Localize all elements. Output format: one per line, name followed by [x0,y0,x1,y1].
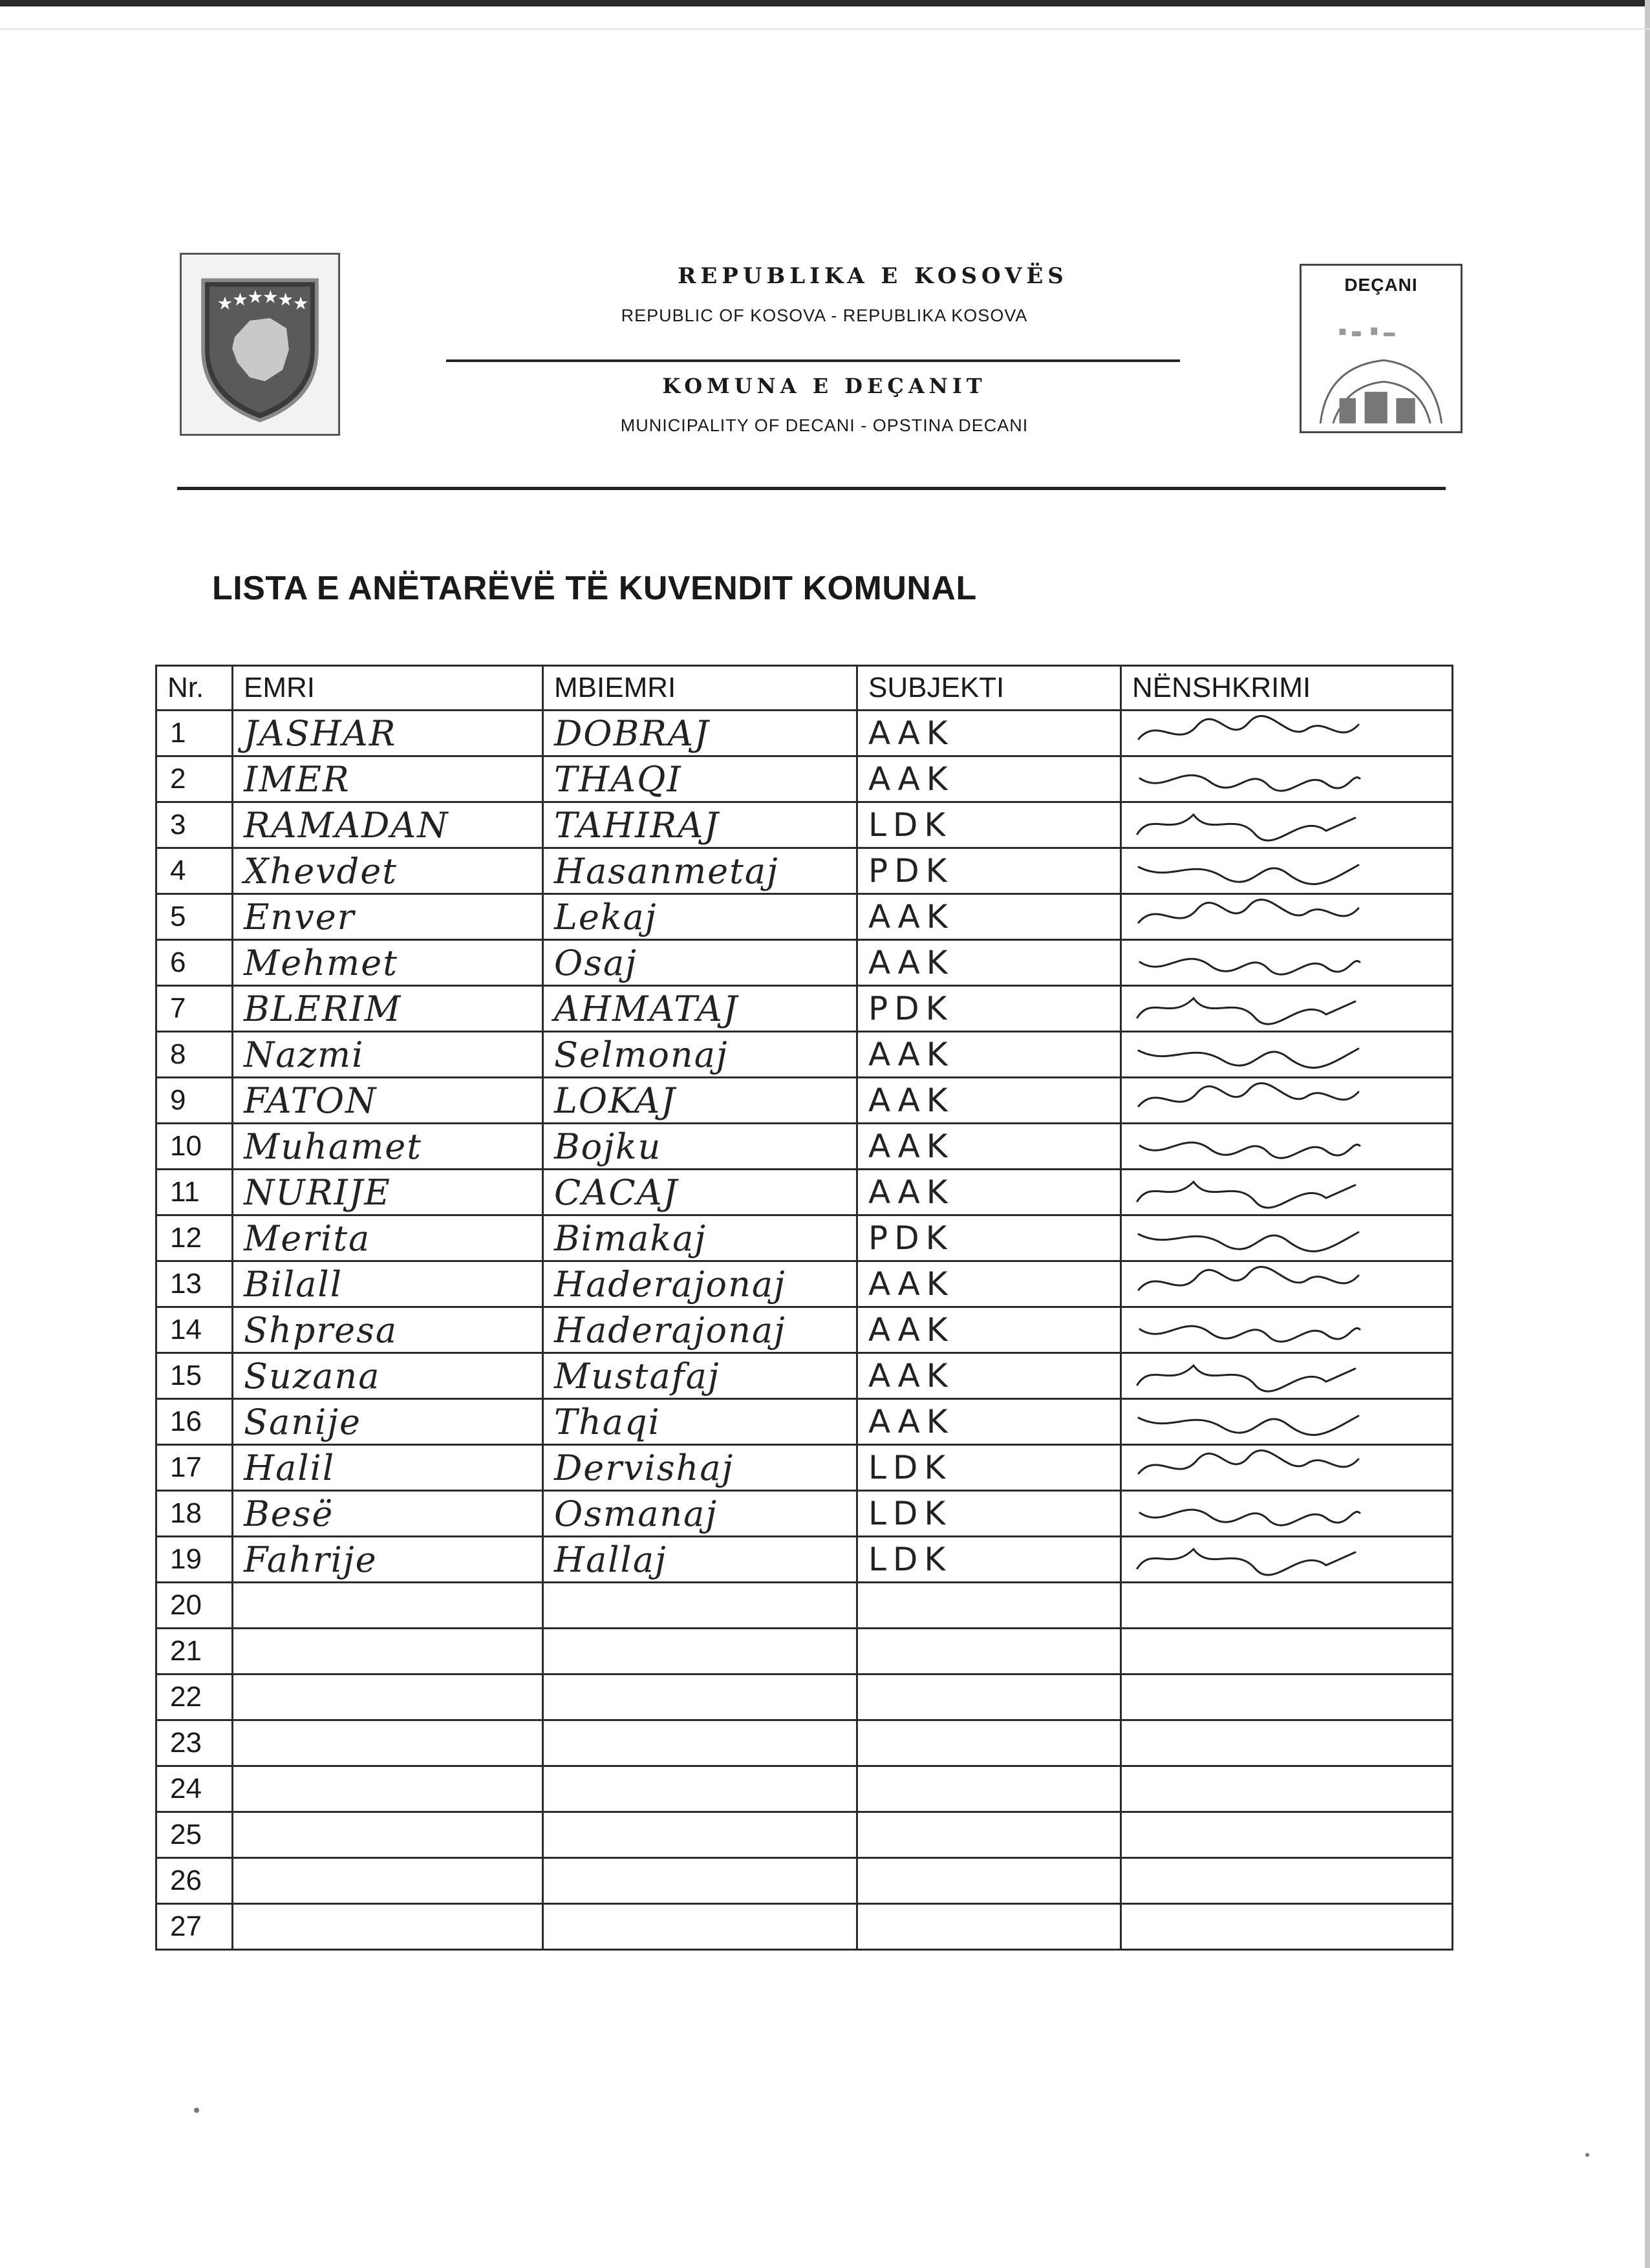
last-name-cell-text: Haderajonaj [554,1309,786,1351]
last-name-cell [543,711,857,756]
stamp-label: DEÇANI [1344,275,1418,295]
table-header-row [156,666,1453,711]
party-cell [857,1629,1121,1674]
decani-seal-icon [1302,302,1461,431]
first-name-cell [233,1766,543,1812]
row-number: 9 [156,1078,233,1124]
last-name-cell [543,894,857,940]
members-table [155,665,1453,1951]
row-number: 18 [156,1491,233,1537]
table-row [156,1674,1453,1720]
signature-cell [1121,1537,1453,1583]
first-name-cell-text: Sanije [244,1401,361,1442]
last-name-cell-text: THAQI [554,758,682,800]
last-name-cell-text: Hallaj [554,1539,667,1580]
table-row [156,1170,1453,1215]
table-row [156,711,1453,756]
last-name-cell [543,1812,857,1858]
scan-speck [1585,2153,1589,2157]
signature-icon [1132,1310,1365,1350]
first-name-cell-text: Enver [244,896,356,937]
svg-text:★: ★ [217,293,233,314]
table-row [156,894,1453,940]
signature-cell [1121,1307,1453,1353]
row-number: 14 [156,1307,233,1353]
first-name-cell [233,940,543,986]
signature-cell [1121,986,1453,1032]
first-name-cell [233,986,543,1032]
first-name-cell-text: Besë [244,1493,334,1534]
party-cell [857,1215,1121,1261]
last-name-cell [543,1858,857,1904]
first-name-cell [233,1491,543,1537]
row-number: 19 [156,1537,233,1583]
party-cell [857,1491,1121,1537]
signature-icon [1132,1539,1365,1579]
signature-icon [1132,1172,1365,1212]
row-number: 20 [156,1583,233,1629]
row-number: 13 [156,1261,233,1307]
last-name-cell [543,1537,857,1583]
signature-icon [1132,1034,1365,1075]
first-name-cell [233,1445,543,1491]
last-name-cell-text: Haderajonaj [554,1263,786,1305]
signature-icon [1132,989,1365,1029]
party-cell [857,940,1121,986]
svg-text:★: ★ [232,289,248,310]
last-name-cell [543,1904,857,1950]
last-name-cell [543,986,857,1032]
party-cell-text: AAK [868,1403,954,1440]
signature-cell [1121,1445,1453,1491]
municipality-seal [1300,264,1462,433]
party-cell [857,802,1121,848]
coat-of-arms-icon [180,253,340,436]
col-header-nr: Nr. [156,666,233,711]
last-name-cell-text: CACAJ [554,1171,679,1213]
party-cell [857,1766,1121,1812]
first-name-cell-text: Fahrije [244,1539,378,1580]
signature-cell [1121,1124,1453,1170]
municipality-subtitle: MUNICIPALITY OF DECANI - OPSTINA DECANI [620,416,1029,435]
last-name-cell-text: AHMATAJ [554,988,739,1029]
row-number: 22 [156,1674,233,1720]
first-name-cell-text: Suzana [244,1355,381,1396]
last-name-cell [543,756,857,802]
last-name-cell-text: DOBRAJ [554,712,710,754]
first-name-cell [233,1674,543,1720]
table-row [156,1399,1453,1445]
last-name-cell [543,1720,857,1766]
signature-icon [1132,759,1365,799]
svg-text:★: ★ [292,293,309,314]
party-cell-text: AAK [868,898,954,936]
signature-cell [1121,848,1453,894]
last-name-cell [543,1124,857,1170]
party-cell [857,986,1121,1032]
last-name-cell-text: Osaj [554,942,638,983]
document-title: LISTA E ANËTARËVË TË KUVENDIT KOMUNAL [212,570,977,607]
party-cell [857,1261,1121,1307]
col-header-emri: EMRI [233,666,543,711]
table-row [156,1307,1453,1353]
first-name-cell [233,1353,543,1399]
party-cell-text: PDK [868,1219,954,1257]
republic-subtitle: REPUBLIC OF KOSOVA - REPUBLIKA KOSOVA [621,306,1028,325]
first-name-cell [233,1720,543,1766]
party-cell [857,1032,1121,1078]
party-cell [857,1674,1121,1720]
signature-cell [1121,1858,1453,1904]
table-row [156,1353,1453,1399]
party-cell-text: LDK [868,806,952,844]
row-number: 17 [156,1445,233,1491]
party-cell-text: PDK [868,852,954,890]
party-cell-text: AAK [868,944,954,981]
last-name-cell [543,1491,857,1537]
last-name-cell [543,1078,857,1124]
signature-icon [1132,1448,1365,1488]
party-cell-text: AAK [868,1036,954,1073]
row-number: 27 [156,1904,233,1950]
party-cell [857,1445,1121,1491]
last-name-cell-text: Osmanaj [554,1493,718,1534]
row-number: 24 [156,1766,233,1812]
last-name-cell-text: Bimakaj [554,1217,707,1259]
party-cell-text: LDK [868,1495,952,1532]
first-name-cell [233,1170,543,1215]
party-cell [857,1353,1121,1399]
first-name-cell-text: Halil [244,1447,336,1488]
first-name-cell [233,1629,543,1674]
party-cell [857,1078,1121,1124]
last-name-cell-text: Selmonaj [554,1034,729,1075]
first-name-cell-text: NURIJE [244,1171,391,1213]
last-name-cell [543,1353,857,1399]
municipality-title: KOMUNA E DEÇANIT [662,374,987,398]
table-row [156,1261,1453,1307]
row-number: 15 [156,1353,233,1399]
signature-icon [1132,1402,1365,1442]
signature-cell [1121,1399,1453,1445]
signature-icon [1132,1264,1365,1304]
signature-icon [1132,1080,1365,1120]
last-name-cell [543,1399,857,1445]
party-cell-text: AAK [868,760,954,798]
last-name-cell [543,802,857,848]
table-row [156,1812,1453,1858]
first-name-cell-text: Xhevdet [244,850,398,892]
republic-title: REPUBLIKA E KOSOVËS [678,263,1068,289]
last-name-cell-text: Bojku [554,1126,662,1167]
party-cell-text: LDK [868,1541,952,1578]
last-name-cell-text: Hasanmetaj [554,850,779,892]
party-cell [857,848,1121,894]
signature-cell [1121,1766,1453,1812]
scan-line [0,28,1650,30]
last-name-cell [543,1032,857,1078]
first-name-cell-text: Nazmi [244,1034,365,1075]
party-cell-text: AAK [868,1173,954,1211]
first-name-cell [233,1537,543,1583]
party-cell [857,1537,1121,1583]
signature-icon [1132,713,1365,753]
scan-edge-right [1645,0,1650,2268]
signature-icon [1132,1493,1365,1534]
party-cell [857,711,1121,756]
party-cell-text: AAK [868,1311,954,1349]
last-name-cell [543,1215,857,1261]
first-name-cell [233,1812,543,1858]
table-row [156,1445,1453,1491]
first-name-cell-text: Shpresa [244,1309,398,1351]
signature-cell [1121,1904,1453,1950]
party-cell-text: LDK [868,1449,952,1486]
table-row [156,1124,1453,1170]
first-name-cell-text: Muhamet [244,1126,422,1167]
first-name-cell-text: Mehmet [244,942,398,983]
signature-cell [1121,1674,1453,1720]
row-number: 10 [156,1124,233,1170]
party-cell-text: AAK [868,1082,954,1119]
signature-icon [1132,943,1365,983]
party-cell-text: AAK [868,714,954,752]
row-number: 3 [156,802,233,848]
party-cell [857,1720,1121,1766]
last-name-cell-text: Thaqi [554,1401,661,1442]
party-cell [857,1124,1121,1170]
row-number: 8 [156,1032,233,1078]
first-name-cell [233,1261,543,1307]
row-number: 12 [156,1215,233,1261]
party-cell [857,894,1121,940]
first-name-cell [233,756,543,802]
col-header-subjekti: SUBJEKTI [857,666,1121,711]
last-name-cell [543,940,857,986]
last-name-cell-text: LOKAJ [554,1080,676,1121]
party-cell [857,1170,1121,1215]
party-cell [857,1399,1121,1445]
signature-icon [1132,851,1365,891]
row-number: 16 [156,1399,233,1445]
party-cell-text: AAK [868,1357,954,1395]
row-number: 23 [156,1720,233,1766]
signature-cell [1121,1032,1453,1078]
first-name-cell-text: Bilall [244,1263,343,1305]
party-cell [857,1812,1121,1858]
first-name-cell [233,848,543,894]
table-row [156,940,1453,986]
table-row [156,1904,1453,1950]
scan-edge-top [0,0,1650,6]
signature-cell [1121,1812,1453,1858]
table-row [156,1766,1453,1812]
table-row [156,848,1453,894]
last-name-cell [543,1307,857,1353]
col-header-nenshkrimi: NËNSHKRIMI [1121,666,1453,711]
row-number: 4 [156,848,233,894]
signature-icon [1132,1126,1365,1166]
first-name-cell [233,1215,543,1261]
signature-cell [1121,1629,1453,1674]
first-name-cell [233,802,543,848]
table-row [156,1537,1453,1583]
first-name-cell-text: BLERIM [244,988,402,1029]
row-number: 2 [156,756,233,802]
signature-cell [1121,894,1453,940]
party-cell-text: PDK [868,990,954,1027]
header-main-rule [177,487,1446,490]
first-name-cell-text: FATON [244,1080,378,1121]
signature-cell [1121,1170,1453,1215]
signature-cell [1121,802,1453,848]
signature-cell [1121,1491,1453,1537]
last-name-cell [543,1766,857,1812]
table-row [156,756,1453,802]
last-name-cell [543,1629,857,1674]
table-row [156,1215,1453,1261]
last-name-cell [543,848,857,894]
last-name-cell-text: Lekaj [554,896,658,937]
table-row [156,1078,1453,1124]
signature-cell [1121,756,1453,802]
last-name-cell [543,1445,857,1491]
signature-cell [1121,1215,1453,1261]
last-name-cell [543,1583,857,1629]
first-name-cell-text: IMER [244,758,350,800]
first-name-cell [233,1032,543,1078]
first-name-cell [233,1399,543,1445]
party-cell [857,1583,1121,1629]
first-name-cell [233,711,543,756]
first-name-cell [233,1858,543,1904]
party-cell [857,1858,1121,1904]
scan-speck [194,2108,199,2113]
svg-text:★: ★ [247,286,263,307]
first-name-cell [233,1904,543,1950]
party-cell-text: AAK [868,1265,954,1303]
row-number: 6 [156,940,233,986]
row-number: 5 [156,894,233,940]
signature-cell [1121,1583,1453,1629]
last-name-cell-text: TAHIRAJ [554,804,720,846]
table-row [156,1583,1453,1629]
table-row [156,802,1453,848]
svg-text:★: ★ [277,289,294,310]
last-name-cell [543,1261,857,1307]
table-row [156,1032,1453,1078]
last-name-cell [543,1674,857,1720]
party-cell [857,1307,1121,1353]
col-header-mbiemri: MBIEMRI [543,666,857,711]
row-number: 26 [156,1858,233,1904]
table-row [156,986,1453,1032]
row-number: 21 [156,1629,233,1674]
last-name-cell [543,1170,857,1215]
last-name-cell-text: Dervishaj [554,1447,734,1488]
signature-icon [1132,897,1365,937]
first-name-cell [233,1078,543,1124]
signature-cell [1121,1353,1453,1399]
party-cell-text: AAK [868,1128,954,1165]
signature-cell [1121,1078,1453,1124]
svg-text:★: ★ [262,286,279,307]
first-name-cell [233,1124,543,1170]
table-row [156,1720,1453,1766]
row-number: 25 [156,1812,233,1858]
signature-icon [1132,805,1365,845]
last-name-cell-text: Mustafaj [554,1355,720,1396]
table-row [156,1629,1453,1674]
signature-cell [1121,711,1453,756]
first-name-cell-text: JASHAR [244,712,397,754]
row-number: 1 [156,711,233,756]
party-cell [857,756,1121,802]
signature-cell [1121,940,1453,986]
row-number: 7 [156,986,233,1032]
party-cell [857,1904,1121,1950]
table-row [156,1491,1453,1537]
signature-cell [1121,1261,1453,1307]
first-name-cell-text: RAMADAN [244,804,449,846]
table-row [156,1858,1453,1904]
first-name-cell [233,1583,543,1629]
signature-icon [1132,1356,1365,1396]
first-name-cell-text: Merita [244,1217,371,1259]
row-number: 11 [156,1170,233,1215]
signature-icon [1132,1218,1365,1258]
signature-cell [1121,1720,1453,1766]
first-name-cell [233,894,543,940]
header-divider [446,359,1180,362]
first-name-cell [233,1307,543,1353]
